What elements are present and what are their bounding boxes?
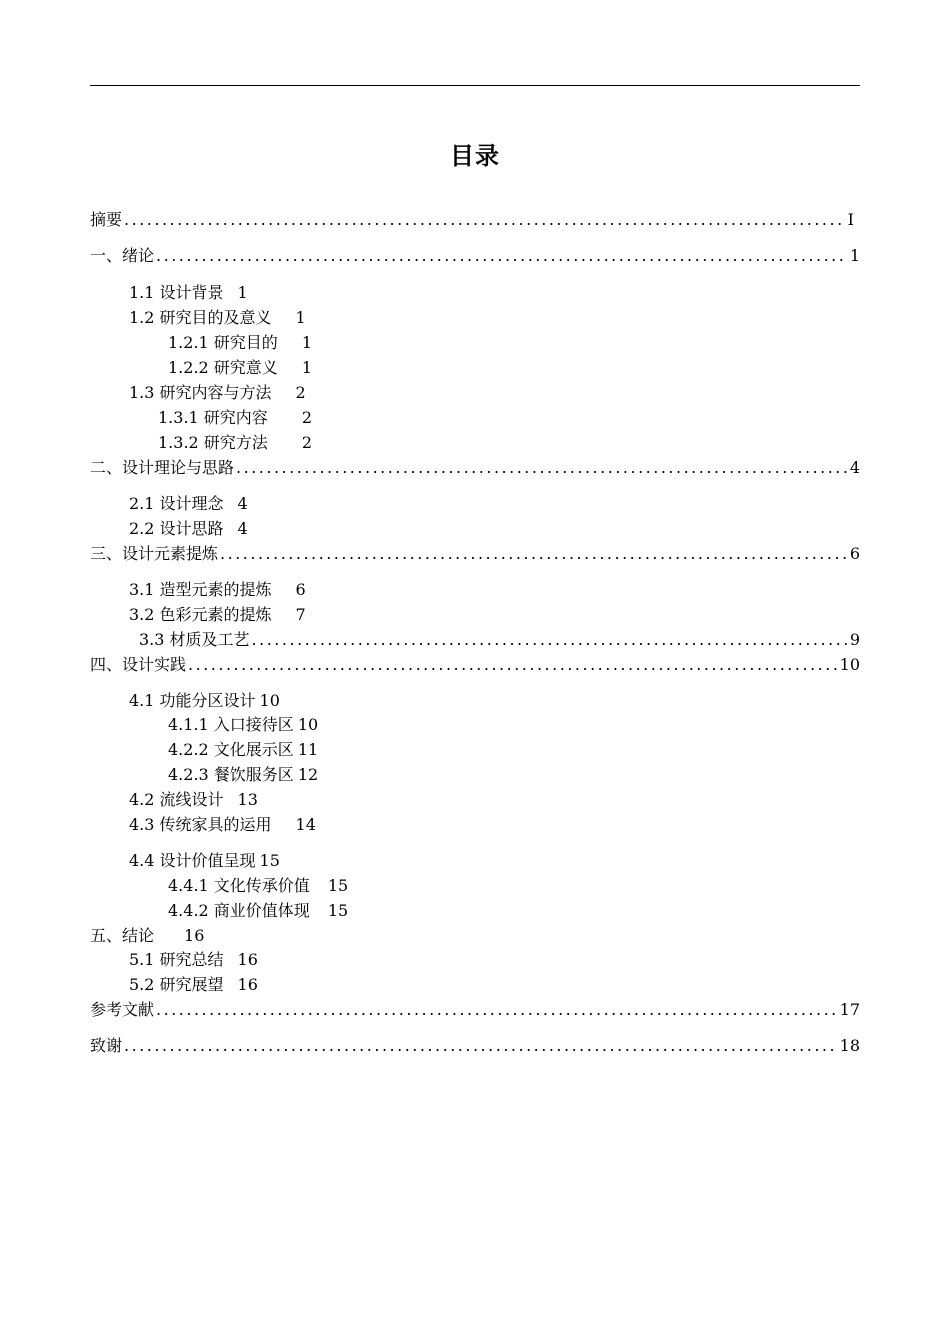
toc-entry-1-3-1[interactable]: [158, 407, 312, 429]
toc-entry-page: 14: [295, 815, 316, 834]
toc-entry-page: 15: [327, 901, 349, 920]
toc-entry-page: 1: [295, 308, 306, 327]
toc-entry-label: 5.1 研究总结: [129, 950, 224, 969]
toc-leader-dots: [188, 654, 838, 676]
toc-entry-4-2-3[interactable]: [168, 764, 318, 786]
toc-entry-page: 2: [301, 408, 312, 427]
toc-entry-label: 4.2.3 餐饮服务区: [168, 765, 294, 784]
toc-entry-page: 1: [301, 358, 312, 377]
toc-entry-page: 9: [849, 630, 860, 649]
toc-entry-page: 2: [301, 433, 312, 452]
toc-entry-page: 15: [327, 876, 349, 895]
toc-entry-chapter-4[interactable]: [90, 654, 860, 676]
toc-entry-page: 10: [297, 715, 319, 734]
toc-entry-chapter-2[interactable]: [90, 457, 860, 479]
toc-entry-chapter-3[interactable]: [90, 543, 860, 565]
toc-entry-label: 1.1 设计背景: [129, 283, 224, 302]
toc-entry-label: 4.1.1 入口接待区: [168, 715, 294, 734]
toc-leader-dots: [124, 209, 846, 231]
toc-entry-1-2-1[interactable]: [168, 332, 312, 354]
toc-entry-label: 4.2.2 文化展示区: [168, 740, 294, 759]
toc-entry-label: 2.1 设计理念: [129, 494, 224, 513]
toc-entry-page: 10: [839, 655, 860, 674]
toc-entry-label: 1.2.2 研究意义: [168, 358, 278, 377]
toc-entry-1-2[interactable]: [129, 307, 306, 329]
toc-entry-page: 7: [295, 605, 306, 624]
toc-entry-label: 摘要: [90, 210, 123, 229]
toc-entry-page: 16: [237, 975, 258, 994]
toc-entry-label: 1.3 研究内容与方法: [129, 383, 272, 402]
toc-entry-3-1[interactable]: [129, 579, 306, 601]
toc-entry-page: 6: [849, 544, 860, 563]
toc-entry-4-4[interactable]: [129, 850, 280, 872]
toc-entry-label: 4.4 设计价值呈现: [129, 851, 256, 870]
toc-entry-label: 3.3 材质及工艺: [139, 630, 250, 649]
toc-entry-page: 17: [839, 1000, 860, 1019]
toc-entry-page: 4: [237, 494, 248, 513]
toc-entry-3-2[interactable]: [129, 604, 306, 626]
toc-entry-3-3[interactable]: [139, 629, 860, 651]
toc-entry-4-1[interactable]: [129, 690, 280, 712]
toc-entry-page: 15: [259, 851, 280, 870]
toc-leader-dots: [124, 1035, 838, 1057]
toc-entry-label: 4.4.2 商业价值体现: [168, 901, 310, 920]
toc-leader-dots: [156, 999, 838, 1021]
toc-leader-dots: [236, 457, 848, 479]
toc-entry-page: Ⅰ: [847, 210, 854, 229]
toc-entry-page: 1: [301, 333, 312, 352]
toc-entry-page: 13: [237, 790, 258, 809]
toc-entry-1-3[interactable]: [129, 382, 306, 404]
toc-entry-page: 16: [184, 926, 205, 945]
toc-entry-4-2[interactable]: [129, 789, 258, 811]
toc-entry-label: 2.2 设计思路: [129, 519, 224, 538]
toc-entry-page: 10: [259, 691, 280, 710]
toc-entry-label: 三、设计元素提炼: [90, 544, 219, 563]
toc-entry-4-4-2[interactable]: [168, 900, 348, 922]
toc-entry-5-2[interactable]: [129, 974, 258, 996]
toc-entry-page: 2: [295, 383, 306, 402]
toc-entry-label: 1.2.1 研究目的: [168, 333, 278, 352]
toc-entry-label: 一、绪论: [90, 246, 155, 265]
toc-entry-label: 致谢: [90, 1036, 123, 1055]
toc-entry-page: 18: [839, 1036, 860, 1055]
toc-entry-label: 4.1 功能分区设计: [129, 691, 256, 710]
toc-entry-1-1[interactable]: [129, 282, 248, 304]
toc-entry-4-4-1[interactable]: [168, 875, 348, 897]
toc-entry-label: 4.2 流线设计: [129, 790, 224, 809]
toc-entry-label: 五、结论: [90, 926, 155, 945]
toc-entry-abstract[interactable]: [90, 209, 860, 231]
toc-entry-label: 1.3.1 研究内容: [158, 408, 268, 427]
toc-entry-1-2-2[interactable]: [168, 357, 312, 379]
toc-entry-chapter-1[interactable]: [90, 245, 860, 267]
toc-entry-label: 3.2 色彩元素的提炼: [129, 605, 272, 624]
toc-entry-label: 1.3.2 研究方法: [158, 433, 268, 452]
toc-entry-label: 参考文献: [90, 1000, 155, 1019]
toc-entry-page: 1: [849, 246, 860, 265]
toc-entry-4-2-2[interactable]: [168, 739, 318, 761]
toc-entry-page: 4: [849, 458, 860, 477]
toc-entry-label: 4.3 传统家具的运用: [129, 815, 272, 834]
toc-entry-page: 4: [237, 519, 248, 538]
toc-entry-label: 二、设计理论与思路: [90, 458, 235, 477]
toc-entry-label: 4.4.1 文化传承价值: [168, 876, 310, 895]
toc-entry-5-1[interactable]: [129, 949, 258, 971]
toc-entry-4-3[interactable]: [129, 814, 316, 836]
toc-entry-page: 12: [297, 765, 319, 784]
toc-entry-chapter-5[interactable]: [90, 925, 204, 947]
toc-leader-dots: [252, 629, 848, 651]
toc-entry-label: 四、设计实践: [90, 655, 187, 674]
toc-entry-page: 1: [237, 283, 248, 302]
toc-entry-label: 1.2 研究目的及意义: [129, 308, 272, 327]
header-rule: [90, 85, 860, 86]
toc-leader-dots: [220, 543, 848, 565]
page-title: 目录: [450, 142, 500, 170]
toc-entry-acknowledgements[interactable]: [90, 1035, 860, 1057]
toc-entry-4-1-1[interactable]: [168, 714, 318, 736]
toc-entry-page: 11: [297, 740, 319, 759]
toc-entry-label: 5.2 研究展望: [129, 975, 224, 994]
toc-entry-1-3-2[interactable]: [158, 432, 312, 454]
toc-entry-2-1[interactable]: [129, 493, 248, 515]
toc-entry-2-2[interactable]: [129, 518, 248, 540]
toc-entry-label: 3.1 造型元素的提炼: [129, 580, 272, 599]
toc-entry-page: 6: [295, 580, 306, 599]
toc-entry-references[interactable]: [90, 999, 860, 1021]
toc-leader-dots: [156, 245, 848, 267]
toc-entry-page: 16: [237, 950, 258, 969]
